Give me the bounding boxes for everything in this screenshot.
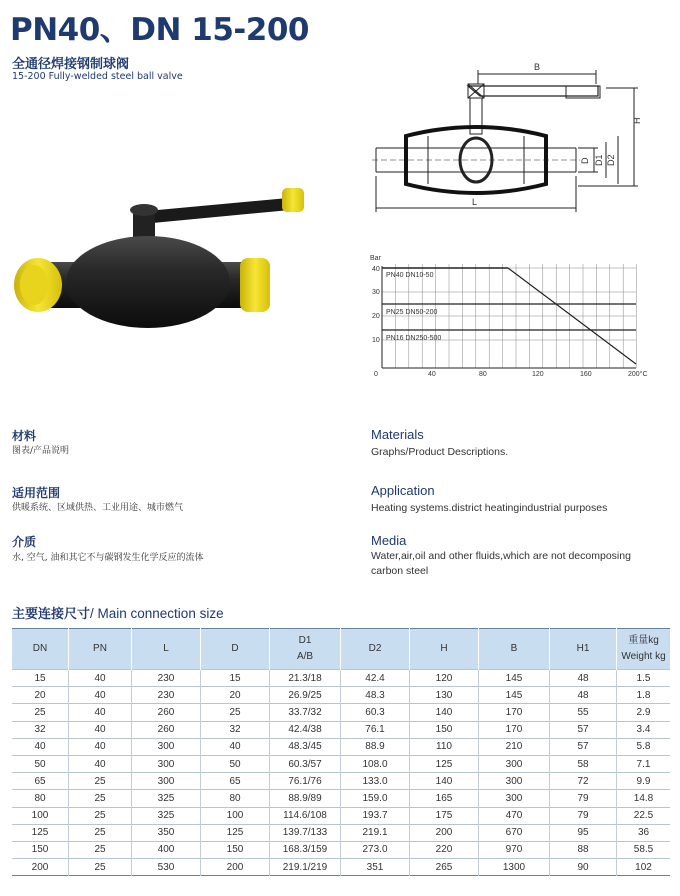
dim-label-h: H [632, 117, 642, 124]
cell-b: 300 [479, 755, 550, 772]
cell-d1: 33.7/32 [270, 704, 341, 721]
cell-weight: 1.5 [617, 670, 671, 687]
pt-unit-x: 200°C [628, 371, 648, 378]
pt-tick-x: 80 [479, 371, 487, 378]
media-text-en: Water,air,oil and other fluids,which are not decomposing carbon steel [371, 550, 631, 577]
cell-h: 200 [410, 824, 479, 841]
cell-d1: 76.1/76 [270, 773, 341, 790]
cell-dn: 20 [12, 687, 69, 704]
cell-d1: 42.4/38 [270, 721, 341, 738]
cell-h1: 48 [550, 670, 617, 687]
cell-l: 230 [132, 687, 201, 704]
subtitle-chinese: 全通径焊接钢制球阀 [12, 57, 130, 72]
cell-h: 125 [410, 755, 479, 772]
cell-weight: 5.8 [617, 738, 671, 755]
cell-pn: 40 [69, 721, 132, 738]
cell-d2: 193.7 [341, 807, 410, 824]
cell-weight: 2.9 [617, 704, 671, 721]
cell-l: 260 [132, 704, 201, 721]
dim-label-d1: D1 [594, 154, 604, 166]
col-header-weight [617, 629, 671, 670]
cell-dn: 15 [12, 670, 69, 687]
col-header-dn: DN [12, 629, 69, 670]
col-header-d: D [201, 629, 270, 670]
cell-d1: 21.3/18 [270, 670, 341, 687]
application-heading-en: Application [371, 483, 435, 498]
pt-series-label: PN16 DN250-500 [386, 335, 442, 342]
cell-d1: 48.3/45 [270, 738, 341, 755]
cell-l: 325 [132, 790, 201, 807]
cell-dn: 150 [12, 841, 69, 858]
cell-d: 40 [201, 738, 270, 755]
cell-weight: 9.9 [617, 773, 671, 790]
cell-d2: 133.0 [341, 773, 410, 790]
table-row [12, 670, 670, 687]
cell-d: 80 [201, 790, 270, 807]
cell-h: 175 [410, 807, 479, 824]
table-row [12, 790, 670, 807]
cell-d1: 139.7/133 [270, 824, 341, 841]
cell-d2: 76.1 [341, 721, 410, 738]
pt-tick-y: 30 [372, 289, 380, 296]
cell-d: 20 [201, 687, 270, 704]
cell-dn: 65 [12, 773, 69, 790]
table-row [12, 824, 670, 841]
cell-h1: 48 [550, 687, 617, 704]
cell-pn: 40 [69, 670, 132, 687]
col-header-d1-sub: A/B [296, 651, 314, 662]
cell-pn: 40 [69, 738, 132, 755]
cell-pn: 40 [69, 704, 132, 721]
cell-h1: 55 [550, 704, 617, 721]
table-title-cn: 主要连接尺寸 [12, 607, 91, 622]
cell-d1: 219.1/219 [270, 859, 341, 876]
cell-pn: 25 [69, 807, 132, 824]
cell-d1: 168.3/159 [270, 841, 341, 858]
pt-series-label: PN25 DN50-200 [386, 309, 438, 316]
pt-tick-x: 120 [532, 371, 544, 378]
cell-dn: 125 [12, 824, 69, 841]
cell-weight: 3.4 [617, 721, 671, 738]
cell-weight: 36 [617, 824, 671, 841]
cell-d2: 351 [341, 859, 410, 876]
cell-d: 15 [201, 670, 270, 687]
cell-weight: 7.1 [617, 755, 671, 772]
cell-d: 200 [201, 859, 270, 876]
cell-weight: 102 [617, 859, 671, 876]
cell-d2: 159.0 [341, 790, 410, 807]
dim-label-b: B [534, 62, 541, 72]
cell-d2: 219.1 [341, 824, 410, 841]
cell-pn: 25 [69, 859, 132, 876]
table-row [12, 721, 670, 738]
cell-d: 25 [201, 704, 270, 721]
media-text-cn: 水, 空气, 油和其它不与碳钢发生化学反应的流体 [12, 553, 204, 563]
col-header-b: B [479, 629, 550, 670]
cell-pn: 25 [69, 841, 132, 858]
cell-d2: 60.3 [341, 704, 410, 721]
cell-l: 230 [132, 670, 201, 687]
table-row [12, 773, 670, 790]
cell-l: 300 [132, 755, 201, 772]
right-end-cap [240, 258, 270, 312]
cell-b: 170 [479, 721, 550, 738]
cell-pn: 40 [69, 687, 132, 704]
cell-b: 970 [479, 841, 550, 858]
cell-l: 300 [132, 738, 201, 755]
cell-d2: 48.3 [341, 687, 410, 704]
cell-d: 100 [201, 807, 270, 824]
cell-pn: 25 [69, 824, 132, 841]
connection-size-table [12, 628, 670, 876]
pt-tick-x: 40 [428, 371, 436, 378]
col-header-weight-cn: 重量kg [628, 635, 659, 646]
cell-dn: 100 [12, 807, 69, 824]
cell-d1: 60.3/57 [270, 755, 341, 772]
pt-unit-y: Bar [370, 255, 381, 262]
dim-label-d2: D2 [606, 154, 616, 166]
table-title-en: / Main connection size [90, 606, 224, 621]
col-header-h: H [410, 629, 479, 670]
pt-tick-y: 40 [372, 266, 380, 273]
pt-tick-y: 20 [372, 313, 380, 320]
cell-h: 265 [410, 859, 479, 876]
cell-h: 165 [410, 790, 479, 807]
col-header-weight-en: Weight kg [621, 651, 666, 662]
cell-d1: 26.9/25 [270, 687, 341, 704]
pt-tick-x: 160 [580, 371, 592, 378]
cell-b: 300 [479, 773, 550, 790]
table-row [12, 704, 670, 721]
cell-d2: 42.4 [341, 670, 410, 687]
cell-d: 50 [201, 755, 270, 772]
cell-b: 145 [479, 687, 550, 704]
cell-d1: 114.6/108 [270, 807, 341, 824]
cell-b: 470 [479, 807, 550, 824]
materials-heading-en: Materials [371, 427, 424, 442]
cell-l: 350 [132, 824, 201, 841]
cell-l: 530 [132, 859, 201, 876]
pt-tick-y: 0 [374, 371, 378, 378]
cell-dn: 80 [12, 790, 69, 807]
cell-h: 220 [410, 841, 479, 858]
cell-h1: 88 [550, 841, 617, 858]
cell-dn: 40 [12, 738, 69, 755]
table-row [12, 687, 670, 704]
col-header-d2: D2 [341, 629, 410, 670]
cell-h: 140 [410, 773, 479, 790]
handle-grip [282, 188, 304, 212]
table-row [12, 807, 670, 824]
cell-weight: 14.8 [617, 790, 671, 807]
cell-d2: 88.9 [341, 738, 410, 755]
cell-d1: 88.9/89 [270, 790, 341, 807]
table-row [12, 738, 670, 755]
page-title: PN40、DN 15-200 [10, 12, 309, 48]
application-text-en: Heating systems.district heatingindustrial purposes [371, 502, 608, 514]
valve-body [66, 236, 230, 328]
pt-series-label: PN40 DN10-50 [386, 272, 434, 279]
table-title [12, 603, 224, 622]
col-header-pn: PN [69, 629, 132, 670]
handle-lever [136, 198, 290, 224]
cell-h1: 95 [550, 824, 617, 841]
cell-dn: 25 [12, 704, 69, 721]
cell-b: 210 [479, 738, 550, 755]
cell-h: 110 [410, 738, 479, 755]
cell-l: 400 [132, 841, 201, 858]
cell-dn: 50 [12, 755, 69, 772]
cell-dn: 32 [12, 721, 69, 738]
application-heading-cn: 适用范围 [12, 486, 61, 500]
cell-h1: 58 [550, 755, 617, 772]
cell-weight: 1.8 [617, 687, 671, 704]
cell-b: 300 [479, 790, 550, 807]
cell-h1: 79 [550, 790, 617, 807]
cell-b: 670 [479, 824, 550, 841]
cell-h: 150 [410, 721, 479, 738]
cell-l: 325 [132, 807, 201, 824]
cell-d: 125 [201, 824, 270, 841]
cell-h: 140 [410, 704, 479, 721]
cell-h: 120 [410, 670, 479, 687]
table-row [12, 859, 670, 876]
dimension-drawing [366, 60, 656, 220]
cell-d: 32 [201, 721, 270, 738]
application-text-cn: 供暖系统、区域供热、工业用途、城市燃气 [12, 503, 184, 513]
col-header-h1: H1 [550, 629, 617, 670]
cell-h1: 72 [550, 773, 617, 790]
col-header-d1-main: D1 [298, 635, 312, 646]
materials-text-cn: 图表/产品说明 [12, 446, 70, 456]
cell-h1: 79 [550, 807, 617, 824]
cell-l: 260 [132, 721, 201, 738]
pressure-temperature-chart [366, 252, 656, 382]
dim-label-l: L [472, 197, 478, 207]
cell-h: 130 [410, 687, 479, 704]
materials-text-en: Graphs/Product Descriptions. [371, 446, 509, 458]
cell-b: 170 [479, 704, 550, 721]
cell-d: 65 [201, 773, 270, 790]
col-header-l: L [132, 629, 201, 670]
table-row [12, 841, 670, 858]
cell-dn: 200 [12, 859, 69, 876]
table-row [12, 755, 670, 772]
cell-pn: 25 [69, 773, 132, 790]
cell-d: 150 [201, 841, 270, 858]
media-heading-en: Media [371, 533, 407, 548]
cell-pn: 40 [69, 755, 132, 772]
cell-l: 300 [132, 773, 201, 790]
cell-pn: 25 [69, 790, 132, 807]
cell-weight: 58.5 [617, 841, 671, 858]
valve-product-photo [8, 180, 328, 330]
cell-d2: 108.0 [341, 755, 410, 772]
cell-weight: 22.5 [617, 807, 671, 824]
cell-d2: 273.0 [341, 841, 410, 858]
cell-b: 145 [479, 670, 550, 687]
pt-tick-y: 10 [372, 337, 380, 344]
cell-h1: 57 [550, 738, 617, 755]
col-header-d1 [270, 629, 341, 670]
media-heading-cn: 介质 [12, 535, 37, 549]
dim-label-d: D [580, 157, 590, 164]
materials-heading-cn: 材料 [12, 429, 37, 443]
table-header-row [12, 629, 670, 670]
cell-b: 1300 [479, 859, 550, 876]
cell-h1: 57 [550, 721, 617, 738]
cell-h1: 90 [550, 859, 617, 876]
subtitle-english: 15-200 Fully-welded steel ball valve [12, 71, 183, 82]
